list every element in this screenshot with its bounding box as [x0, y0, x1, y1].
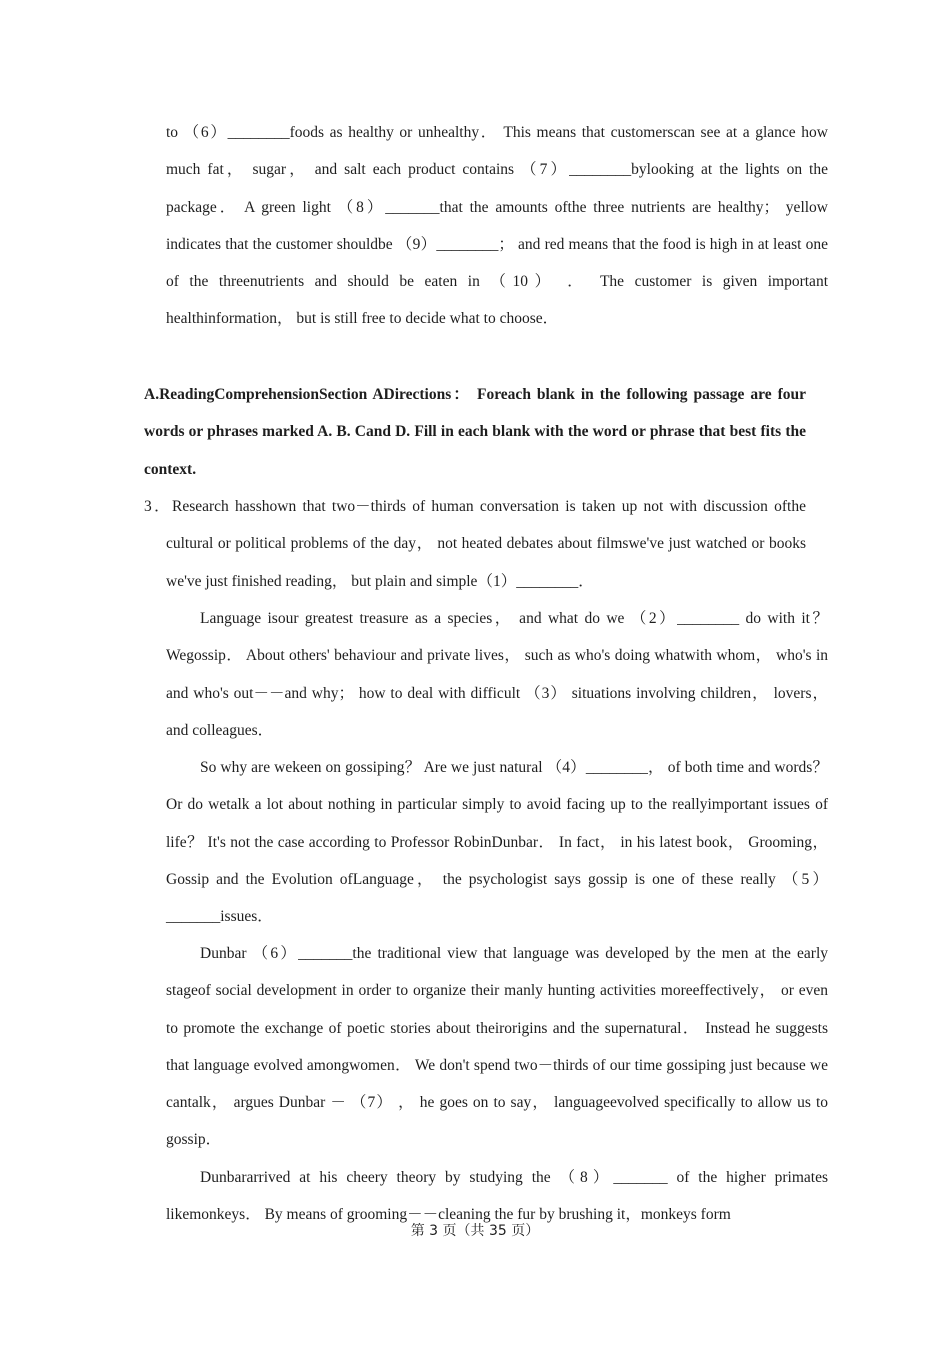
paragraph-dunbar-theory: Dunbar （6）_______the traditional view that language was developed by the men at the early stageof social development in order to organize their manly hunting activities moreeffectively， or even to promote the exchange of poetic stories about theirorigins and the supernatural． Instead he suggests that language evolved amongwomen． We don't spend two－thirds of our time gossiping just because we cantalk， argues Dunbar － （7） ， he goes on to say， languageevolved specifically to allow us to gossip． [166, 945, 828, 1149]
page-number-footer: 第 3 页（共 35 页） [410, 1223, 540, 1239]
paragraph-language-treasure: Language isour greatest treasure as a species， and what do we （2）________ do with it？ Wegossip． About others' behaviour and private lives， such as who's doing whatwith whom， who's in and who's out－－and why； how to deal with difficult （3） situations involving children， lovers， and colleagues． [166, 610, 828, 739]
paragraph-primates: Dunbararrived at his cheery theory by studying the （8）_______ of the higher primates likemonkeys． By means of grooming－－cleaning the fur by brushing it，monkeys form [166, 1169, 828, 1224]
paragraph-why-gossip: So why are wekeen on gossiping？ Are we just natural （4）________， of both time and words？ Or do wetalk a lot about nothing in particular simply to avoid facing up to the reallyimportant issues of life？ It's not the case according to Professor RobinDunbar． In fact， in his latest book， Grooming， Gossip and the Evolution ofLanguage， the psychologist says gossip is one of these really （5）_______issues． [166, 759, 828, 926]
passage-food-labels: to （6）________foods as healthy or unhealthy． This means that customerscan see at a glance how much fat， sugar， and salt each product contains （7）________bylooking at the lights on the package． A green light （8）_______that the amounts ofthe three nutrients are healthy； yellow indicates that the customer shouldbe （9）________； and red means that the food is high in at least one of the threenutrients and should be eaten in （10） ． The customer is given important healthinformation， but is still free to decide what to choose． [166, 124, 828, 328]
question-3-intro [144, 488, 806, 600]
section-a-directions: A.ReadingComprehensionSection ADirections： Foreach blank in the following passage are four words or phrases marked A. B. Cand D. Fill in each blank with the word or phrase that best fits the context. [144, 386, 806, 478]
question-3-first-paragraph: 3．Research hasshown that two－thirds of human conversation is taken up not with discussion ofthe cultural or political problems of the day， not heated debates about filmswe've just watched or books we've just finished reading， but plain and simple（1）________． [144, 498, 806, 590]
